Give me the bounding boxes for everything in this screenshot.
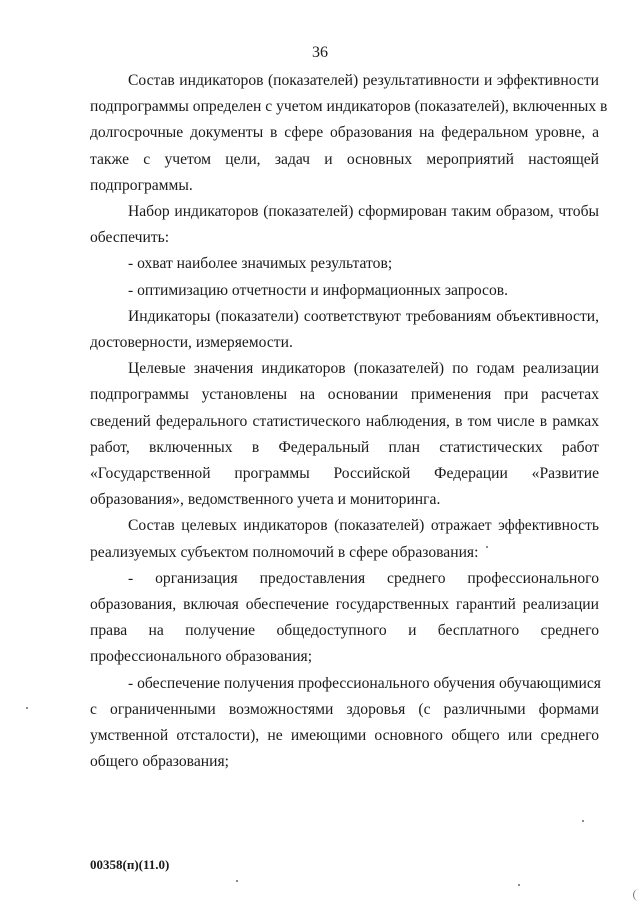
list-item bbox=[90, 566, 599, 671]
paragraph bbox=[90, 356, 599, 513]
text-line: - оптимизацию отчетности и информационных запросов. bbox=[128, 281, 509, 299]
scan-speck bbox=[518, 884, 520, 886]
text-line: работ, включенных в Федеральный план статистических работ bbox=[90, 438, 599, 456]
text-line: достоверности, измеряемости. bbox=[90, 334, 293, 352]
list-item bbox=[90, 278, 599, 304]
paragraph bbox=[90, 513, 599, 565]
scan-speck bbox=[236, 880, 238, 882]
text-line: умственной отсталости), не имеющими основного общего или среднего bbox=[90, 727, 599, 745]
text-line: долгосрочные документы в сфере образования на федеральном уровне, а bbox=[90, 124, 599, 142]
text-line: образования», ведомственного учета и мониторинга. bbox=[90, 491, 441, 509]
page-number: 36 bbox=[312, 44, 328, 61]
scan-speck bbox=[26, 707, 28, 709]
text-line: Индикаторы (показатели) соответствуют требованиям объективности, bbox=[128, 307, 599, 325]
document-body bbox=[90, 68, 608, 775]
scan-speck bbox=[486, 546, 488, 548]
text-line: права на получение общедоступного и бесплатного среднего bbox=[90, 622, 599, 640]
paragraph bbox=[90, 304, 599, 356]
text-line: профессионального образования; bbox=[90, 648, 313, 666]
list-item bbox=[90, 671, 599, 776]
text-line: реализуемых субъектом полномочий в сфере образования: bbox=[90, 543, 479, 561]
text-line: общего образования; bbox=[90, 753, 229, 771]
list-item bbox=[90, 251, 599, 277]
paragraph bbox=[90, 68, 608, 199]
text-line: подпрограммы. bbox=[90, 176, 193, 194]
text-line: Целевые значения индикаторов (показателей) по годам реализации bbox=[128, 360, 599, 378]
text-line: - обеспечение получения профессионального обучения обучающимися bbox=[128, 674, 601, 692]
text-line: с ограниченными возможностями здоровья (с различными формами bbox=[90, 700, 599, 718]
text-line: Состав индикаторов (показателей) результативности и эффективности bbox=[128, 72, 599, 89]
text-line: подпрограммы определен с учетом индикаторов (показателей), включенных в bbox=[90, 98, 608, 116]
text-line: - охват наиболее значимых результатов; bbox=[128, 255, 393, 273]
text-line: также с учетом цели, задач и основных мероприятий настоящей bbox=[90, 150, 599, 168]
text-line: Набор индикаторов (показателей) сформирован таким образом, чтобы bbox=[128, 203, 599, 221]
text-line: Состав целевых индикаторов (показателей) отражает эффективность bbox=[128, 517, 599, 535]
text-line: - организация предоставления среднего профессионального bbox=[128, 569, 599, 587]
paragraph bbox=[90, 199, 599, 251]
scan-speck bbox=[582, 820, 584, 822]
text-line: образования, включая обеспечение государственных гарантий реализации bbox=[90, 596, 599, 614]
page-edge-mark bbox=[633, 889, 640, 901]
text-line: обеспечить: bbox=[90, 229, 170, 247]
document-code: 00358(п)(11.0) bbox=[90, 857, 170, 872]
text-line: сведений федерального статистического наблюдения, в том числе в рамках bbox=[90, 412, 599, 430]
text-line: подпрограммы установлены на основании применения при расчетах bbox=[90, 386, 599, 404]
text-line: «Государственной программы Российской Федерации «Развитие bbox=[90, 465, 599, 483]
